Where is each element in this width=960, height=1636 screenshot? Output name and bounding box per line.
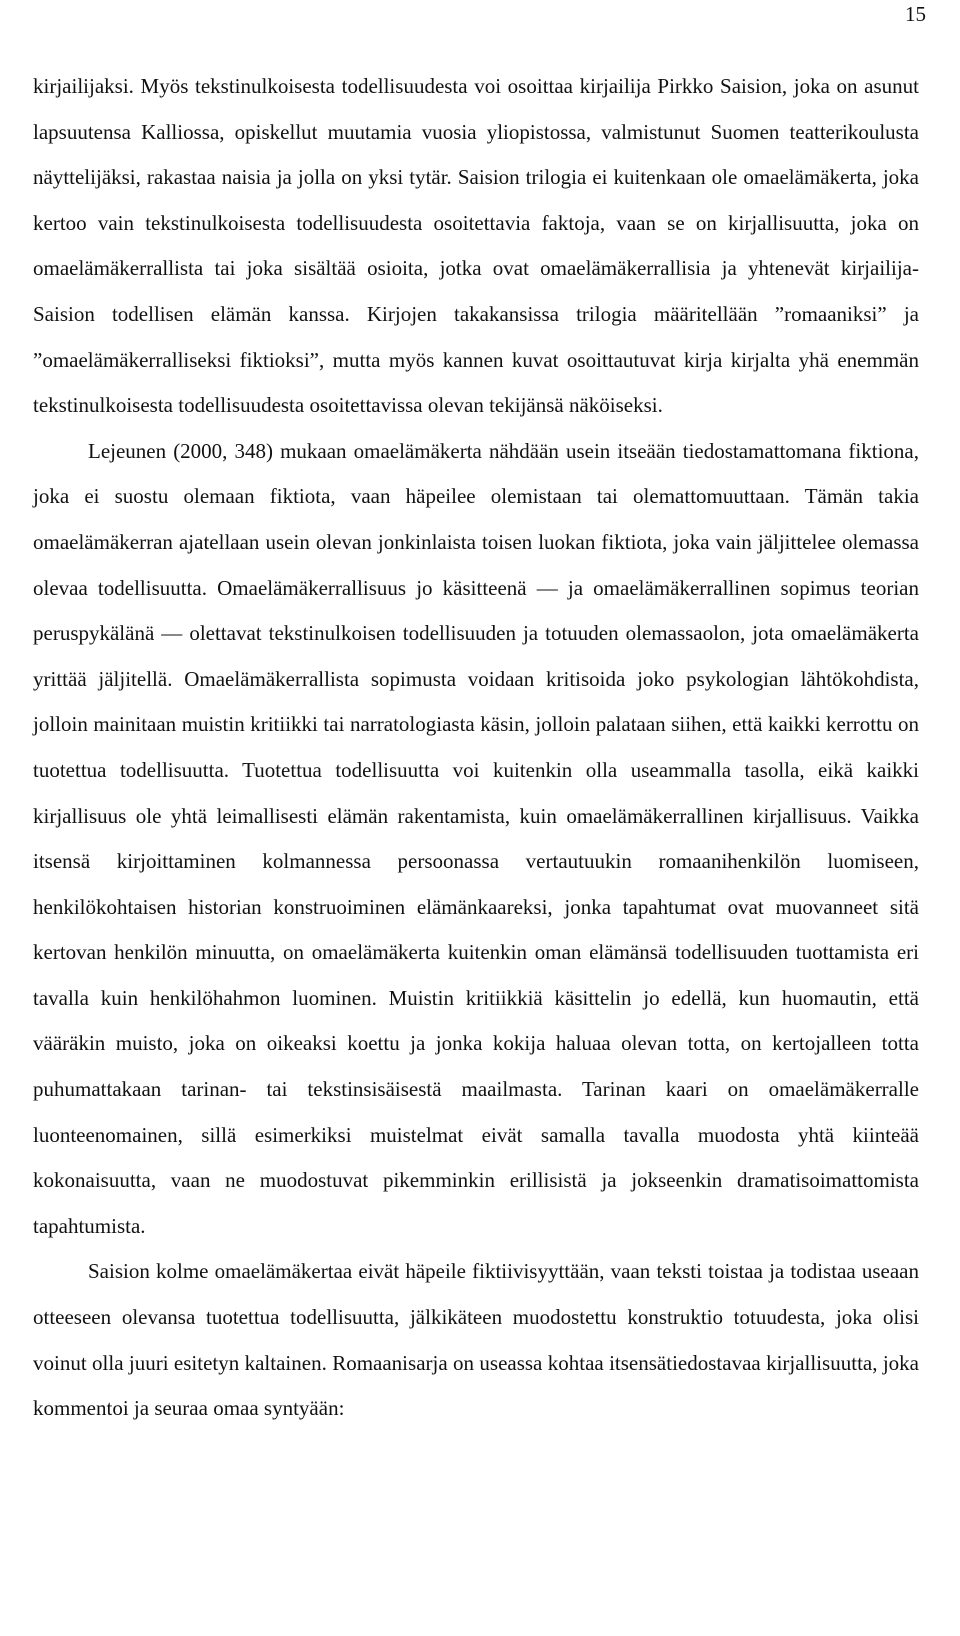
- body-text: [33, 64, 919, 1432]
- page-number: 15: [905, 2, 926, 26]
- paragraph-2: Lejeunen (2000, 348) mukaan omaelämäkerta nähdään usein itseään tiedostamattomana fiktiona, joka ei suostu olemaan fiktiota, vaan häpeilee olemistaan tai olemattomuuttaan. Tämän takia omaelämäkerran ajatellaan usein olevan jonkinlaista toisen luokan fiktiota, joka vain jäljittelee olemassa olevaa todellisuutta. Omaelämäkerrallisuus jo käsitteenä — ja omaelämäkerrallinen sopimus teorian peruspykälänä — olettavat tekstinulkoisen todellisuuden ja totuuden olemassaolon, jota omaelämäkerta yrittää jäljitellä. Omaelämäkerrallista sopimusta voidaan kritisoida joko psykologian lähtökohdista, jolloin mainitaan muistin kritiikki tai narratologiasta käsin, jolloin palataan siihen, että kaikki kerrottu on tuotettua todellisuutta. Tuotettua todellisuutta voi kuitenkin olla useammalla tasolla, eikä kaikki kirjallisuus ole yhtä leimallisesti elämän rakentamista, kuin omaelämäkerrallinen kirjallisuus. Vaikka itsensä kirjoittaminen kolmannessa persoonassa vertautuukin romaanihenkilön luomiseen, henkilökohtaisen historian konstruoiminen elämänkaareksi, jonka tapahtumat ovat muovanneet sitä kertovan henkilön minuutta, on omaelämäkerta kuitenkin oman elämänsä todellisuuden tuottamista eri tavalla kuin henkilöhahmon luominen. Muistin kritiikkiä käsittelin jo edellä, kun huomautin, että vääräkin muisto, joka on oikeaksi koettu ja jonka kokija haluaa olevan totta, on kertojalleen totta puhumattakaan tarinan- tai tekstinsisäisestä maailmasta. Tarinan kaari on omaelämäkerralle luonteenomainen, sillä esimerkiksi muistelmat eivät samalla tavalla muodosta yhtä kiinteää kokonaisuutta, vaan ne muodostuvat pikemminkin erillisistä ja jokseenkin dramatisoimattomista tapahtumista.: [33, 438, 919, 1238]
- paragraph-1: kirjailijaksi. Myös tekstinulkoisesta todellisuudesta voi osoittaa kirjailija Pirkko Saision, joka on asunut lapsuutensa Kalliossa, opiskellut muutamia vuosia yliopistossa, valmistunut Suomen teatterikoulusta näyttelijäksi, rakastaa naisia ja jolla on yksi tytär. Saision trilogia ei kuitenkaan ole omaelämäkerta, joka kertoo vain tekstinulkoisesta todellisuudesta osoitettavia faktoja, vaan se on kirjallisuutta, joka on omaelämäkerrallista tai joka sisältää osioita, jotka ovat omaelämäkerrallisia ja yhtenevät kirjailija-Saision todellisen elämän kanssa. Kirjojen takakansissa trilogia määritellään ”romaaniksi” ja ”omaelämäkerralliseksi fiktioksi”, mutta myös kannen kuvat osoittautuvat kirja kirjalta yhä enemmän tekstinulkoisesta todellisuudesta osoitettavissa olevan tekijänsä näköiseksi.: [33, 74, 919, 418]
- paragraph-3: Saision kolme omaelämäkertaa eivät häpeile fiktiivisyyttään, vaan teksti toistaa ja todistaa useaan otteeseen olevansa tuotettua todellisuutta, jälkikäteen muodostettu konstruktio totuudesta, joka olisi voinut olla juuri esitetyn kaltainen. Romaanisarja on useassa kohtaa itsensätiedostavaa kirjallisuutta, joka kommentoi ja seuraa omaa syntyään:: [33, 1259, 919, 1421]
